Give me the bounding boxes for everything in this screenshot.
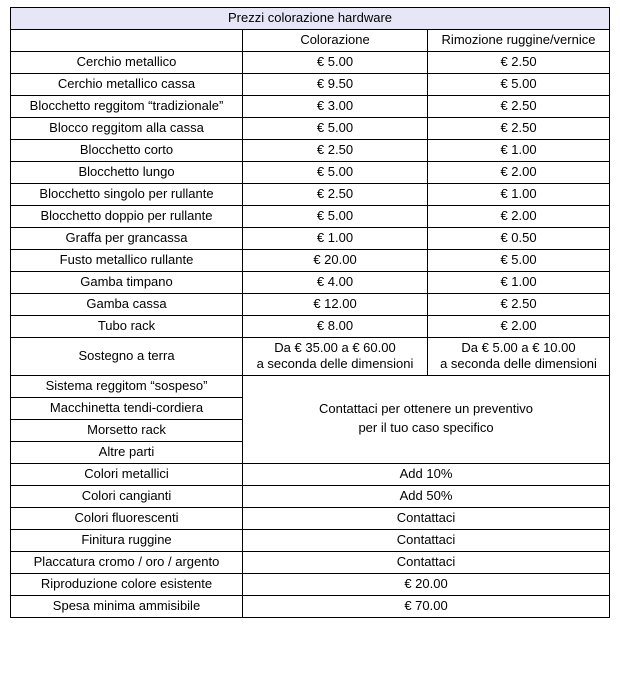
row-label: Altre parti <box>11 441 243 463</box>
row-colorazione: € 9.50 <box>243 74 428 96</box>
row-label: Cerchio metallico cassa <box>11 74 243 96</box>
table-row <box>11 52 610 74</box>
row-rimozione: € 1.00 <box>428 184 610 206</box>
row-label: Sostegno a terra <box>11 338 243 376</box>
row-colorazione-range <box>243 338 428 376</box>
row-rimozione: € 2.00 <box>428 206 610 228</box>
row-value: Contattaci <box>243 551 610 573</box>
row-label: Graffa per grancassa <box>11 228 243 250</box>
table-row-extra <box>11 551 610 573</box>
row-colorazione: € 5.00 <box>243 162 428 184</box>
row-label: Colori fluorescenti <box>11 507 243 529</box>
table-row-extra <box>11 463 610 485</box>
table-row <box>11 96 610 118</box>
table-row-extra <box>11 507 610 529</box>
table-row-extra <box>11 573 610 595</box>
table-row <box>11 294 610 316</box>
table-row <box>11 228 610 250</box>
price-table-sheet <box>10 7 609 618</box>
row-label: Sistema reggitom “sospeso” <box>11 375 243 397</box>
table-row <box>11 206 610 228</box>
row-value: € 20.00 <box>243 573 610 595</box>
range-line-1: Da € 5.00 a € 10.00 <box>461 340 576 355</box>
row-colorazione: € 5.00 <box>243 206 428 228</box>
row-label: Tubo rack <box>11 316 243 338</box>
row-label: Finitura ruggine <box>11 529 243 551</box>
row-rimozione: € 1.00 <box>428 140 610 162</box>
row-value: € 70.00 <box>243 595 610 617</box>
row-colorazione: € 12.00 <box>243 294 428 316</box>
row-rimozione: € 2.50 <box>428 52 610 74</box>
table-title: Prezzi colorazione hardware <box>11 8 610 30</box>
row-label: Blocchetto singolo per rullante <box>11 184 243 206</box>
row-colorazione: € 2.50 <box>243 140 428 162</box>
table-row-extra <box>11 595 610 617</box>
table-row-extra <box>11 529 610 551</box>
header-rimozione: Rimozione ruggine/vernice <box>428 30 610 52</box>
row-rimozione: € 5.00 <box>428 74 610 96</box>
row-rimozione: € 2.50 <box>428 294 610 316</box>
price-table-body <box>11 8 610 618</box>
row-rimozione: € 2.50 <box>428 118 610 140</box>
table-title-row <box>11 8 610 30</box>
row-rimozione: € 0.50 <box>428 228 610 250</box>
table-header-row <box>11 30 610 52</box>
row-colorazione: € 2.50 <box>243 184 428 206</box>
table-row <box>11 140 610 162</box>
range-line-2: a seconda delle dimensioni <box>440 356 597 372</box>
table-row-contact <box>11 375 610 397</box>
row-label: Macchinetta tendi-cordiera <box>11 397 243 419</box>
range-line-2: a seconda delle dimensioni <box>256 356 414 372</box>
row-value: Contattaci <box>243 529 610 551</box>
row-label: Colori metallici <box>11 463 243 485</box>
table-row <box>11 272 610 294</box>
row-label: Gamba cassa <box>11 294 243 316</box>
table-row <box>11 118 610 140</box>
table-row <box>11 162 610 184</box>
row-label: Morsetto rack <box>11 419 243 441</box>
row-colorazione: € 3.00 <box>243 96 428 118</box>
row-value: Contattaci <box>243 507 610 529</box>
row-label: Blocco reggitom alla cassa <box>11 118 243 140</box>
row-colorazione: € 5.00 <box>243 118 428 140</box>
table-row <box>11 74 610 96</box>
contact-note-cell <box>243 375 610 463</box>
row-label: Riproduzione colore esistente <box>11 573 243 595</box>
row-colorazione: € 1.00 <box>243 228 428 250</box>
table-row-sostegno <box>11 338 610 376</box>
row-label: Gamba timpano <box>11 272 243 294</box>
row-label: Blocchetto doppio per rullante <box>11 206 243 228</box>
row-label: Colori cangianti <box>11 485 243 507</box>
row-colorazione: € 4.00 <box>243 272 428 294</box>
table-row <box>11 316 610 338</box>
price-table <box>10 7 610 618</box>
contact-note-line-2: per il tuo caso specifico <box>358 420 494 435</box>
row-label: Fusto metallico rullante <box>11 250 243 272</box>
row-colorazione: € 20.00 <box>243 250 428 272</box>
row-value: Add 10% <box>243 463 610 485</box>
row-rimozione: € 1.00 <box>428 272 610 294</box>
row-rimozione: € 2.00 <box>428 316 610 338</box>
header-colorazione: Colorazione <box>243 30 428 52</box>
header-label-empty <box>11 30 243 52</box>
row-label: Blocchetto reggitom “tradizionale” <box>11 96 243 118</box>
table-row-extra <box>11 485 610 507</box>
row-colorazione: € 5.00 <box>243 52 428 74</box>
row-rimozione: € 5.00 <box>428 250 610 272</box>
row-rimozione: € 2.00 <box>428 162 610 184</box>
row-colorazione: € 8.00 <box>243 316 428 338</box>
row-label: Blocchetto corto <box>11 140 243 162</box>
table-row <box>11 250 610 272</box>
row-rimozione: € 2.50 <box>428 96 610 118</box>
row-label: Blocchetto lungo <box>11 162 243 184</box>
row-rimozione-range <box>428 338 610 376</box>
table-row <box>11 184 610 206</box>
row-label: Placcatura cromo / oro / argento <box>11 551 243 573</box>
row-label: Cerchio metallico <box>11 52 243 74</box>
row-label: Spesa minima ammisibile <box>11 595 243 617</box>
row-value: Add 50% <box>243 485 610 507</box>
range-line-1: Da € 35.00 a € 60.00 <box>274 340 396 355</box>
contact-note-line-1: Contattaci per ottenere un preventivo <box>319 401 533 417</box>
